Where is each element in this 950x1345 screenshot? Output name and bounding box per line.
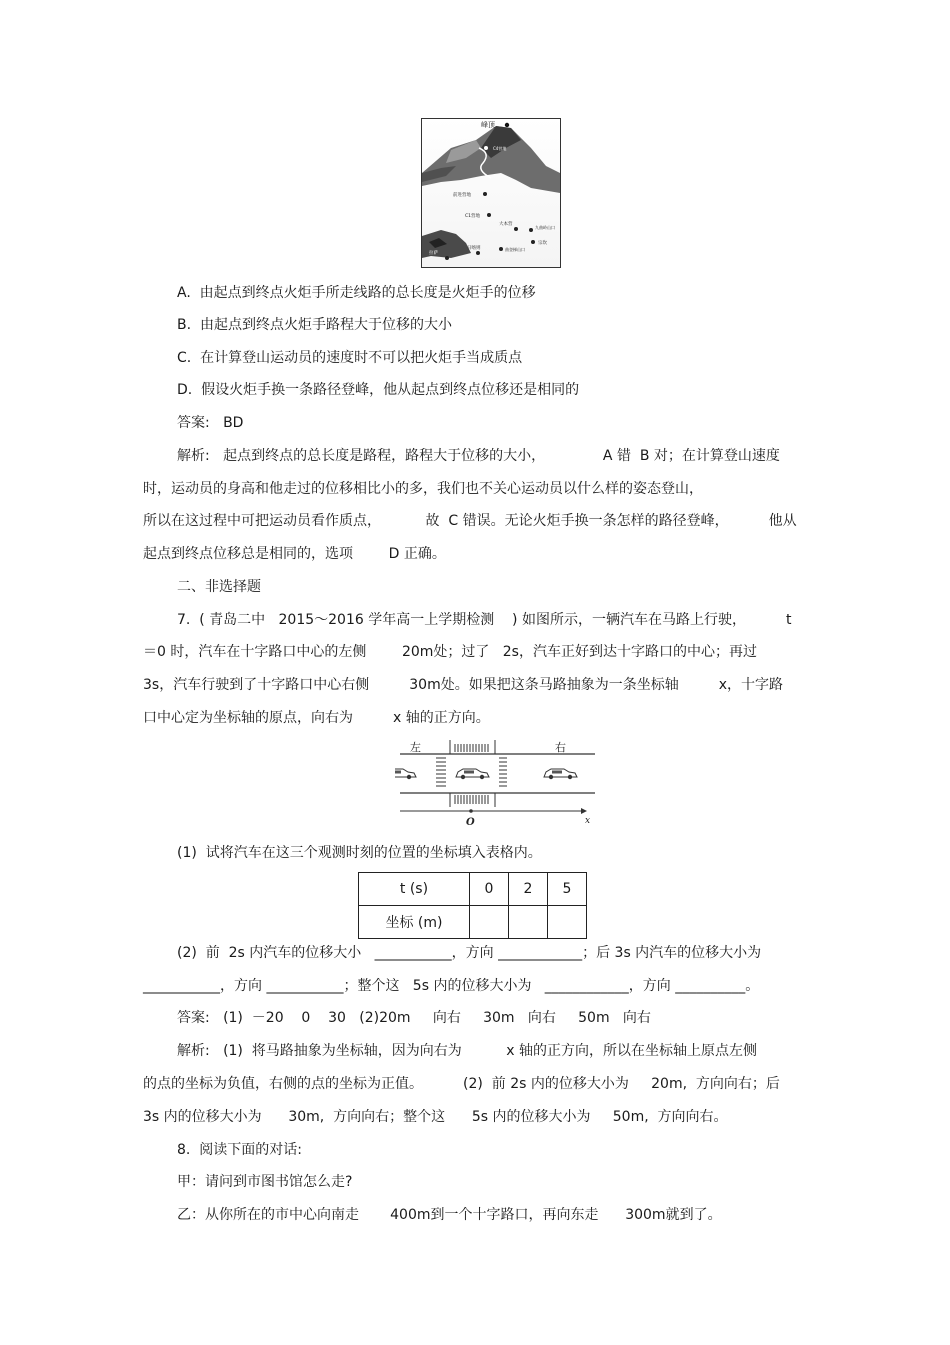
q7-stem-line-1: 7. ( 青岛二中 2015～2016 学年高一上学期检测 ) 如图所示，一辆汽车在马路上行驶， t — [177, 612, 792, 628]
crosswalk-left — [436, 758, 446, 786]
table-row — [359, 873, 587, 906]
peak-label: 峰顶 — [481, 121, 495, 129]
origin-dot — [469, 809, 473, 813]
base-label: 大本营 — [499, 222, 513, 227]
table-time-5: 5 — [548, 873, 587, 906]
crossroad-figure — [395, 735, 595, 827]
table-value-cell — [509, 906, 548, 939]
fort-label: 宗坎 — [538, 241, 547, 246]
c4-dot — [484, 146, 488, 150]
crosswalk-bottom — [455, 795, 488, 804]
crosswalk-top — [455, 744, 488, 752]
q6-analysis-line-3: 所以在这过程中可把运动员看作质点， 故 C 错误。无论火炬手换一条怎样的路径登峰， 他从 — [143, 513, 797, 529]
q6-option-b: B. 由起点到终点火炬手路程大于位移的大小 — [177, 317, 452, 333]
junction-dot — [529, 228, 533, 232]
crosswalk-right — [499, 758, 507, 786]
axis-label: x — [585, 816, 591, 826]
shigatse-label: 日喀则 — [467, 246, 481, 251]
car-left — [395, 769, 416, 779]
table-value-cell — [470, 906, 509, 939]
q7-stem-line-4: 口中心定为坐标轴的原点，向右为 x 轴的正方向。 — [143, 710, 490, 726]
car-center — [456, 769, 489, 779]
q7-sub2-line-2: ___________，方向 ___________；整个这 5s 内的位移大小为 ____________，方向 __________。 — [143, 978, 760, 994]
base-dot — [514, 227, 518, 231]
entrance-dot — [499, 247, 503, 251]
right-label: 右 — [555, 741, 566, 754]
mountain-route-figure — [421, 118, 561, 268]
q7-analysis-line-2: 的点的坐标为负值，右侧的点的坐标为正值。 (2) 前 2s 内的位移大小为 20m, 方向向右；后 — [143, 1076, 780, 1092]
table-header-time: t (s) — [359, 873, 470, 906]
q7-sub1: (1) 试将汽车在这三个观测时刻的位置的坐标填入表格内。 — [177, 845, 542, 861]
table-time-0: 0 — [470, 873, 509, 906]
lhasa-label: 拉萨 — [429, 251, 438, 256]
left-label: 左 — [410, 741, 421, 754]
q6-analysis-line-2: 时，运动员的身高和他走过的位移相比小的多，我们也不关心运动员以什么样的姿态登山， — [143, 481, 703, 497]
table-time-2: 2 — [509, 873, 548, 906]
c4-label: C4营地 — [493, 146, 507, 151]
q7-analysis-line-1: 解析: (1) 将马路抽象为坐标轴，因为向右为 x 轴的正方向，所以在坐标轴上原点左侧 — [177, 1043, 758, 1059]
rear-camp-label: 前进营地 — [453, 193, 471, 198]
q6-option-c: C. 在计算登山运动员的速度时不可以把火炬手当成质点 — [177, 350, 523, 366]
q8-line-a: 甲：请问到市图书馆怎么走? — [177, 1174, 353, 1190]
q6-answer: 答案: BD — [177, 415, 244, 431]
q7-analysis-line-3: 3s 内的位移大小为 30m, 方向向右；整个这 5s 内的位移大小为 50m, 方向向右。 — [143, 1109, 728, 1125]
q6-option-a: A. 由起点到终点火炬手所走线路的总长度是火炬手的位移 — [177, 285, 536, 301]
c1-label: C1营地 — [465, 214, 481, 219]
table-row — [359, 906, 587, 939]
c1-dot — [487, 213, 491, 217]
q8-stem: 8. 阅读下面的对话: — [177, 1142, 302, 1158]
shigatse-dot — [476, 251, 480, 255]
table-header-coordinate: 坐标 (m) — [359, 906, 470, 939]
rear-camp-dot — [483, 192, 487, 196]
q7-stem-line-2: ＝0 时，汽车在十字路口中心的左侧 20m处；过了 2s，汽车正好到达十字路口的中心；再过 — [143, 644, 757, 660]
coordinate-table — [358, 872, 587, 939]
origin-label: O — [466, 817, 475, 827]
q7-answer: 答案: (1) －20 0 30 (2)20m 向右 30m 向右 50m 向右 — [177, 1010, 651, 1026]
section-title: 二、非选择题 — [177, 579, 261, 595]
q6-analysis-line-4: 起点到终点位移总是相同的，选项 D 正确。 — [143, 546, 446, 562]
q8-line-b: 乙：从你所在的市中心向南走 400m到一个十字路口，再向东走 300m就到了。 — [177, 1207, 722, 1223]
q7-sub2-line-1: (2) 前 2s 内汽车的位移大小 ___________，方向 ____________；后 3s 内汽车的位移大小为 — [177, 945, 762, 961]
junction-label: 九曲岭山口 — [535, 225, 555, 230]
entrance-label: 曲登梯山口 — [505, 247, 525, 252]
q6-option-d: D. 假设火炬手换一条路径登峰，他从起点到终点位移还是相同的 — [177, 382, 580, 398]
q6-analysis-line-1: 解析: 起点到终点的总长度是路程，路程大于位移的大小， A 错 B 对；在计算登山速度 — [177, 448, 780, 464]
car-right — [544, 769, 577, 779]
x-axis-arrow — [581, 808, 587, 814]
lhasa-dot — [445, 256, 449, 260]
peak-dot — [505, 123, 509, 127]
q7-stem-line-3: 3s，汽车行驶到了十字路口中心右侧 30m处。如果把这条马路抽象为一条坐标轴 x，十字路 — [143, 677, 784, 693]
table-value-cell — [548, 906, 587, 939]
fort-dot — [531, 240, 535, 244]
